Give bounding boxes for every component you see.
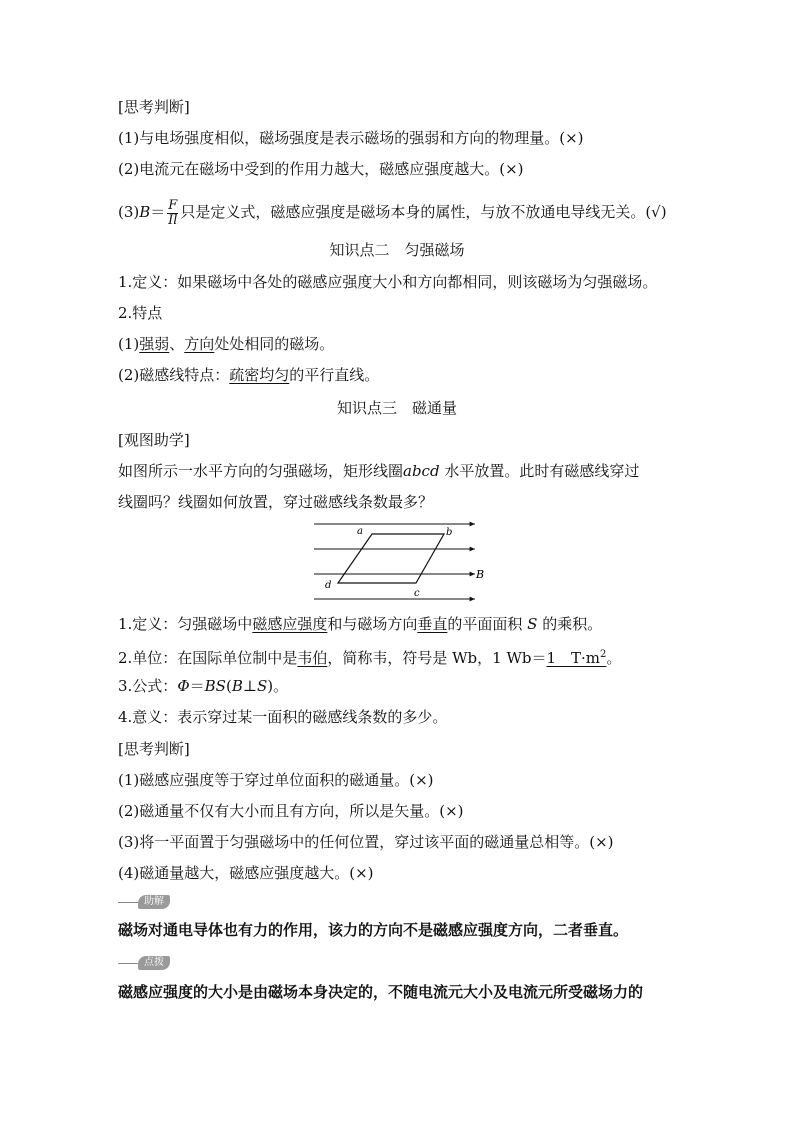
- definition-text: 的乘积。: [542, 615, 603, 633]
- vertex-label-a: a: [357, 526, 363, 537]
- judge2-item-1: (1)磁感应强度等于穿过单位面积的磁通量。(×): [118, 771, 434, 789]
- fraction-denominator: Il: [168, 212, 178, 228]
- unit-text: 。: [606, 649, 622, 667]
- flux-unit: [118, 645, 621, 668]
- unit-value: 1 T·m: [546, 649, 601, 667]
- judge-item-2: (2)电流元在磁场中受到的作用力越大，磁感应强度越大。(×): [118, 160, 524, 178]
- underlined-term: 韦伯: [297, 649, 328, 667]
- feature-number: (1): [118, 335, 140, 353]
- flux-formula: [118, 676, 288, 696]
- judge-item-1: (1)与电场强度相似，磁场强度是表示磁场的强弱和方向的物理量。(×): [118, 129, 584, 147]
- separator: 、: [169, 335, 185, 353]
- section-title-magnetic-flux: 知识点三 磁通量: [336, 399, 457, 417]
- equals-sign: ＝: [150, 203, 166, 221]
- flux-definition: [118, 614, 602, 634]
- equals-sign: ＝: [189, 677, 205, 695]
- paren: )。: [267, 677, 289, 695]
- symbol-S: S: [256, 677, 268, 695]
- underlined-value: [546, 649, 606, 667]
- perpendicular-sign: ⊥: [242, 677, 257, 695]
- feature-text: (2)磁感线特点：: [118, 366, 230, 384]
- symbol-phi: Φ: [177, 677, 190, 695]
- tag-dash: [118, 902, 138, 903]
- underlined-term: 磁感应强度: [252, 615, 328, 633]
- feature-2: [118, 365, 379, 385]
- definition-text: 的平面面积: [447, 615, 523, 633]
- uniform-field-definition: 1.定义：如果磁场中各处的磁感应强度大小和方向都相同，则该磁场为匀强磁场。: [118, 273, 658, 291]
- features-heading: 2.特点: [118, 304, 163, 322]
- feature-1: [118, 334, 334, 354]
- flux-meaning: 4.意义：表示穿过某一面积的磁感线条数的多少。: [118, 708, 448, 726]
- tip-text: 磁感应强度的大小是由磁场本身决定的，不随电流元大小及电流元所受磁场力的: [118, 983, 644, 1001]
- rectangular-coil: [338, 534, 444, 583]
- observe-heading: [观图助学]: [118, 431, 190, 449]
- observe-question-line-1: [118, 461, 639, 481]
- underlined-term: 疏密均匀: [229, 366, 290, 384]
- symbol-S: S: [527, 615, 538, 633]
- think-judge-heading-2: [思考判断]: [118, 740, 190, 758]
- judge2-item-3: (3)将一平面置于匀强磁场中的任何位置，穿过该平面的磁通量总相等。(×): [118, 833, 614, 851]
- definition-text: 1.定义：匀强磁场中: [118, 615, 253, 633]
- symbol-B: B: [139, 203, 151, 221]
- item-number: (3): [118, 203, 140, 221]
- unit-text: ，简称韦，符号是 Wb，1 Wb＝: [327, 649, 547, 667]
- vertex-label-b: b: [446, 527, 453, 538]
- help-tag: [118, 894, 170, 910]
- underlined-term: 强弱: [139, 335, 170, 353]
- judge-item-3: [118, 198, 667, 228]
- tip-tag-label: 点拨: [138, 956, 170, 970]
- feature-text: 的平行直线。: [289, 366, 380, 384]
- underlined-term: 垂直: [417, 615, 448, 633]
- observe-question-line-2: 线圈吗？线圈如何放置，穿过磁感线条数最多？: [118, 493, 434, 511]
- symbol-abcd: abcd: [403, 462, 440, 480]
- help-text: 磁场对通电导体也有力的作用，该力的方向不是磁感应强度方向，二者垂直。: [118, 921, 629, 939]
- fraction-numerator: F: [168, 197, 178, 213]
- field-label-B: B: [476, 568, 485, 581]
- feature-text: 处处相同的磁场。: [214, 335, 335, 353]
- question-text: 水平放置。此时有磁感线穿过: [444, 462, 640, 480]
- question-text: 如图所示一水平方向的匀强磁场，矩形线圈: [118, 462, 404, 480]
- vertex-label-d: d: [325, 580, 332, 591]
- tip-tag: [118, 955, 170, 971]
- formula-label: 3.公式：: [118, 677, 178, 695]
- definition-text: 和与磁场方向: [327, 615, 418, 633]
- section-title-uniform-field: 知识点二 匀强磁场: [329, 241, 465, 259]
- symbol-B: B: [231, 677, 243, 695]
- symbol-BS: BS: [204, 677, 226, 695]
- item-text: 只是定义式，磁感应强度是磁场本身的属性，与放不放通电导线无关。(√): [180, 203, 667, 221]
- underlined-term: 方向: [184, 335, 215, 353]
- help-tag-label: 助解: [138, 895, 170, 909]
- think-judge-heading-1: [思考判断]: [118, 98, 190, 116]
- paren: (: [225, 677, 232, 695]
- uniform-field-coil-diagram: [310, 518, 490, 604]
- judge2-item-2: (2)磁通量不仅有大小而且有方向，所以是矢量。(×): [118, 802, 464, 820]
- unit-text: 2.单位：在国际单位制中是: [118, 649, 298, 667]
- unit-exponent: 2: [600, 649, 607, 660]
- fraction-F-over-Il: [167, 199, 178, 228]
- judge2-item-4: (4)磁通量越大，磁感应强度越大。(×): [118, 864, 374, 882]
- tag-dash: [118, 963, 138, 964]
- vertex-label-c: c: [414, 588, 420, 599]
